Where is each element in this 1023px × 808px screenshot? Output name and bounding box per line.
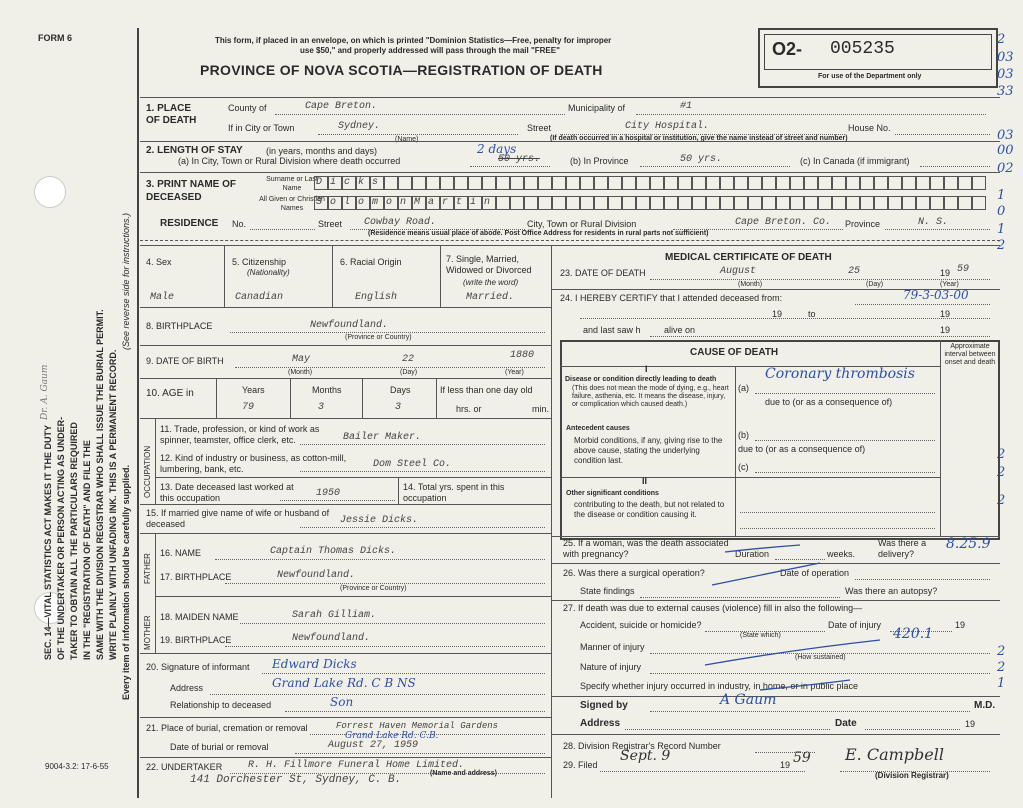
q27-label: 27. If death was due to external causes (violence) fill in also the following— xyxy=(563,603,863,613)
informant-address: Grand Lake Rd. C B NS xyxy=(272,676,416,690)
signed-value: A Gaum xyxy=(720,692,777,708)
weeks-label: weeks. xyxy=(827,549,856,559)
margin-code: 2 xyxy=(997,660,1006,675)
delivery-code: 8.25.9 xyxy=(946,536,991,552)
certify-19-a: 19 xyxy=(772,309,783,319)
pen-stroke xyxy=(760,680,850,690)
dod-year-prefix: 19 xyxy=(940,268,951,278)
dob-label: 9. DATE OF BIRTH xyxy=(146,356,224,366)
trade-value: Bailer Maker. xyxy=(343,432,422,443)
specify-label: Specify whether injury occurred in industry, in home, or in public place xyxy=(580,681,858,691)
date-injury-label: Date of injury xyxy=(828,620,882,630)
municipality-value: #1 xyxy=(680,101,693,112)
pen-stroke xyxy=(725,545,800,552)
margin-code: 2 xyxy=(997,644,1006,659)
manner-label: Manner of injury xyxy=(580,642,645,652)
other-note: contributing to the death, but not related to the disease or condition causing it. xyxy=(574,500,725,519)
total-yrs-label: 14. Total yrs. spent in this occupation xyxy=(403,482,505,503)
burial-date-label: Date of burial or removal xyxy=(170,742,269,752)
informant-sig-label: 20. Signature of informant xyxy=(146,662,250,672)
mother-side-label: MOTHER xyxy=(143,615,152,650)
injury-19: 19 xyxy=(955,620,966,630)
industry-label: 12. Kind of industry or business, as cotton-mill, lumbering, bank, etc. xyxy=(160,453,347,474)
informant-signature: Edward Dicks xyxy=(272,657,357,671)
less-label: If less than one day old xyxy=(440,385,533,395)
father-bp-sub: (Province or Country) xyxy=(340,585,407,592)
undertaker-sub: (Name and address) xyxy=(430,770,497,777)
min-label: min. xyxy=(532,404,550,414)
filed-date: Sept. 9 xyxy=(620,748,671,764)
industry-value: Dom Steel Co. xyxy=(373,459,452,470)
cause-c-label: (c) xyxy=(738,462,749,472)
street-value: City Hospital. xyxy=(625,121,710,132)
father-bp-value: Newfoundland. xyxy=(277,570,356,581)
dod-label: 23. DATE OF DEATH xyxy=(560,268,646,278)
margin-code: 03 xyxy=(997,67,1014,82)
medical-heading: MEDICAL CERTIFICATE OF DEATH xyxy=(665,252,832,263)
birthplace-label: 8. BIRTHPLACE xyxy=(146,321,213,331)
spouse-label: 15. If married give name of wife or husband of deceased xyxy=(146,508,330,529)
residence-label: RESIDENCE xyxy=(160,218,219,229)
margin-code: 03 xyxy=(997,128,1014,143)
sec14-line: WRITE PLAINLY WITH UNFADING INK. THIS IS A PERMANENT RECORD. xyxy=(108,349,118,660)
marital-sub: (write the word) xyxy=(463,278,519,287)
citizen-value: Canadian xyxy=(235,292,284,303)
sec14-line: OF THE UNDERTAKER OR PERSON ACTING AS UNDER- xyxy=(56,416,66,660)
months-label: Months xyxy=(312,385,342,395)
pen-stroke xyxy=(712,563,820,585)
racial-value: English xyxy=(355,292,398,303)
alive-label: alive on xyxy=(664,325,696,335)
racial-label: 6. Racial Origin xyxy=(340,257,402,267)
mother-bp-value: Newfoundland. xyxy=(292,633,371,644)
last-saw-label: and last saw h xyxy=(583,325,641,335)
dod-month: August xyxy=(720,266,757,277)
form-label: FORM 6 xyxy=(38,33,73,43)
stay-c-label: (c) In Canada (if immigrant) xyxy=(800,156,910,166)
trade-label: 11. Trade, profession, or kind of work as spinner, teamster, office clerk, etc. xyxy=(160,424,320,445)
place-label: 1. PLACE OF DEATH xyxy=(146,103,197,126)
margin-code: 2 xyxy=(997,32,1006,47)
stay-b-label: (b) In Province xyxy=(570,156,629,166)
res-city-value: Cape Breton. Co. xyxy=(735,217,832,228)
certify-label: 24. I HEREBY CERTIFY that I attended deceased from: xyxy=(560,293,783,303)
burial-date: August 27, 1959 xyxy=(328,740,419,751)
reg-number: 005235 xyxy=(830,39,895,59)
state-which: (State which) xyxy=(740,632,781,639)
sec14-line: SAME WITH THE DIVISION REGISTRAR WHO SHALL ISSUE THE BURIAL PERMIT. xyxy=(95,309,105,660)
signed-19: 19 xyxy=(965,719,976,729)
address-label: Address xyxy=(580,718,621,729)
father-bp-label: 17. BIRTHPLACE xyxy=(160,572,232,582)
filed-year: 59 xyxy=(793,750,811,766)
date-op-label: Date of operation xyxy=(780,568,850,578)
stay-a-value: 50 yrs. xyxy=(498,154,541,165)
name-note: (Name) xyxy=(395,136,419,143)
res-province-value: N. S. xyxy=(918,217,949,228)
delivery-label: Was there a delivery? xyxy=(878,538,927,559)
antecedent-note: Morbid conditions, if any, giving rise to the above cause, stating the underlying condition last. xyxy=(574,436,723,465)
marital-value: Married. xyxy=(466,292,515,303)
father-name-value: Captain Thomas Dicks. xyxy=(270,546,397,557)
how-sustained: (How sustained) xyxy=(795,654,846,661)
dod-day: 25 xyxy=(848,266,861,277)
margin-code: 33 xyxy=(997,84,1014,99)
relationship-label: Relationship to deceased xyxy=(170,700,272,710)
last-worked-label: 13. Date deceased last worked at this occupation xyxy=(160,482,294,503)
certify-to: to xyxy=(808,309,816,319)
res-city-label: City, Town or Rural Division xyxy=(527,219,637,229)
certify-code: 79-3-03-00 xyxy=(903,288,969,302)
residence-note: (Residence means usual place of abode. Post Office Address for residents in rural parts not sufficient) xyxy=(368,230,709,237)
margin-code: 02 xyxy=(997,161,1014,176)
form-code: 9004-3.2: 17-6-55 xyxy=(45,762,109,771)
res-street-value: Cowbay Road. xyxy=(364,217,437,228)
father-side-label: FATHER xyxy=(143,553,152,584)
margin-code: 2 xyxy=(997,238,1006,253)
dob-year-sub: (Year) xyxy=(505,369,524,376)
filed-19: 19 xyxy=(780,760,791,770)
cause-a-label: (a) xyxy=(738,383,749,393)
supply-note: Every item of information should be carefully supplied. xyxy=(121,464,131,700)
due-to-b: due to (or as a consequence of) xyxy=(738,444,866,454)
accident-label: Accident, suicide or homicide? xyxy=(580,620,702,630)
state-findings-label: State findings xyxy=(580,586,635,596)
dob-month: May xyxy=(292,354,311,365)
margin-code: 00 xyxy=(997,143,1014,158)
registrar-sub: (Division Registrar) xyxy=(875,771,949,780)
dod-month-sub: (Month) xyxy=(738,281,763,288)
date-label: Date xyxy=(835,718,857,729)
certify-19-b: 19 xyxy=(940,309,951,319)
occupation-side-label: OCCUPATION xyxy=(143,445,152,498)
stay-label: 2. LENGTH OF STAY xyxy=(146,145,243,156)
doctor-note: Dr. A. Gaum xyxy=(40,364,50,420)
q28-label: 28. Division Registrar's Record Number xyxy=(563,741,721,751)
sec14-line: IN THE "REGISTRATION OF DEATH" AND FILE THE xyxy=(82,440,92,660)
given-value: S o l o m o n M a r t i n xyxy=(316,197,492,208)
dod-year-sub: (Year) xyxy=(940,281,959,288)
city-value: Sydney. xyxy=(338,121,381,132)
years-label: Years xyxy=(242,385,265,395)
last-saw-19: 19 xyxy=(940,325,951,335)
pen-stroke xyxy=(705,640,880,665)
undertaker-label: 22. UNDERTAKER xyxy=(146,762,223,772)
age-days: 3 xyxy=(395,402,402,413)
margin-code: 2 xyxy=(997,465,1006,480)
disease-note: (This does not mean the mode of dying, e.g., heart failure, asthenia, etc. It means the disease, injury, or complication which caused death.) xyxy=(572,385,729,408)
age-months: 3 xyxy=(318,402,325,413)
marital-label: 7. Single, Married, Widowed or Divorced xyxy=(446,254,532,275)
burial-place: Forrest Haven Memorial Gardens xyxy=(336,721,499,731)
envelope-note-2: use $50," and properly addressed will pass through the mail "FREE" xyxy=(300,46,560,55)
county-value: Cape Breton. xyxy=(305,101,378,112)
relationship-value: Son xyxy=(330,695,354,709)
surname-value: D i c k s xyxy=(316,177,380,188)
reverse-note: (See reverse side for instructions.) xyxy=(121,212,131,350)
margin-code: 03 xyxy=(997,50,1014,65)
citizen-sub: (Nationality) xyxy=(247,268,290,277)
q25-label: 25. If a woman, was the death associated with pregnancy? xyxy=(563,538,729,559)
margin-code: 1 xyxy=(997,188,1006,203)
q29-label: 29. Filed xyxy=(563,760,598,770)
part-two-label: II xyxy=(642,476,648,486)
antecedent-label: Antecedent causes xyxy=(566,425,630,432)
due-to-a: due to (or as a consequence of) xyxy=(765,397,893,407)
dob-day: 22 xyxy=(402,354,415,365)
autopsy-label: Was there an autopsy? xyxy=(845,586,938,596)
dob-month-sub: (Month) xyxy=(288,369,313,376)
stay-a-correction: 2 days xyxy=(477,142,517,156)
margin-code: 0 xyxy=(997,204,1006,219)
age-years: 79 xyxy=(242,402,255,413)
dob-year: 1880 xyxy=(510,350,535,361)
street-label: Street xyxy=(527,123,552,133)
md-label: M.D. xyxy=(974,700,996,711)
birthplace-value: Newfoundland. xyxy=(310,320,389,331)
reg-prefix: O2- xyxy=(772,39,803,59)
birthplace-sub: (Province or Country) xyxy=(345,334,412,341)
part-one-label: I xyxy=(645,364,648,374)
nature-label: Nature of injury xyxy=(580,662,642,672)
hosp-note: (If death occurred in a hospital or institution, give the name instead of street and number) xyxy=(550,135,848,142)
surname-label: Surname or Last Name xyxy=(266,176,318,192)
cause-a-value: Coronary thrombosis xyxy=(765,366,915,382)
disease-label: Disease or condition directly leading to death xyxy=(565,376,717,383)
name-label: 3. PRINT NAME OF DECEASED xyxy=(146,179,237,203)
age-label: 10. AGE in xyxy=(146,388,194,399)
city-label: If in City or Town xyxy=(228,123,295,133)
margin-code: 1 xyxy=(997,222,1006,237)
municipality-label: Municipality of xyxy=(568,103,626,113)
sec14-line: TAKER TO OBTAIN ALL THE PARTICULARS REQUIRED xyxy=(69,422,79,660)
days-label: Days xyxy=(390,385,411,395)
dod-year: 59 xyxy=(957,264,970,275)
burial-place-label: 21. Place of burial, cremation or removal xyxy=(146,723,308,733)
county-label: County of xyxy=(228,103,267,113)
envelope-note-1: This form, if placed in an envelope, on which is printed "Dominion Statistics—Free, penalty for improper xyxy=(215,36,612,45)
dob-day-sub: (Day) xyxy=(400,369,418,376)
res-no-label: No. xyxy=(232,219,247,229)
manner-code: 420.1 xyxy=(893,626,934,642)
margin-code: 2 xyxy=(997,493,1006,508)
house-label: House No. xyxy=(848,123,891,133)
undertaker-value: R. H. Fillmore Funeral Home Limited. xyxy=(248,760,465,771)
last-worked-value: 1950 xyxy=(316,488,341,499)
sec14-line: SEC. 14—VITAL STATISTICS ACT MAKES IT THE DUTY xyxy=(43,424,53,660)
stay-sub: (in years, months and days) xyxy=(266,146,378,156)
signed-label: Signed by xyxy=(580,700,628,711)
stay-a-label: (a) In City, Town or Rural Division where death occurred xyxy=(178,156,401,166)
stay-b-value: 50 yrs. xyxy=(680,154,723,165)
cause-b-label: (b) xyxy=(738,430,749,440)
mother-bp-label: 19. BIRTHPLACE xyxy=(160,635,232,645)
dod-day-sub: (Day) xyxy=(866,281,884,288)
q26-label: 26. Was there a surgical operation? xyxy=(563,568,705,578)
sex-value: Male xyxy=(150,292,175,303)
res-province-label: Province xyxy=(845,219,881,229)
form-title: PROVINCE OF NOVA SCOTIA—REGISTRATION OF DEATH xyxy=(200,62,603,78)
res-street-label: Street xyxy=(318,219,343,229)
father-name-label: 16. NAME xyxy=(160,548,202,558)
citizen-label: 5. Citizenship xyxy=(232,257,287,267)
spouse-value: Jessie Dicks. xyxy=(340,515,419,526)
mother-name-label: 18. MAIDEN NAME xyxy=(160,612,239,622)
duration-label: Duration xyxy=(735,549,770,559)
margin-code: 1 xyxy=(997,676,1006,691)
margin-code: 2 xyxy=(997,447,1006,462)
hrs-label: hrs. or xyxy=(456,404,482,414)
mother-name-value: Sarah Gilliam. xyxy=(292,610,377,621)
informant-address-label: Address xyxy=(170,683,204,693)
registrar-signature: E. Campbell xyxy=(845,745,944,764)
given-label: All Given or Christian Names xyxy=(259,196,325,212)
sex-label: 4. Sex xyxy=(146,257,172,267)
dept-use-note: For use of the Department only xyxy=(818,73,922,80)
other-label: Other significant conditions xyxy=(566,490,659,497)
burial-place-note: Grand Lake Rd. C.B. xyxy=(345,731,439,741)
undertaker-address: 141 Dorchester St, Sydney, C. B. xyxy=(190,774,402,786)
cause-heading: CAUSE OF DEATH xyxy=(690,347,779,358)
interval-note: Approximate interval between onset and death xyxy=(944,343,996,366)
